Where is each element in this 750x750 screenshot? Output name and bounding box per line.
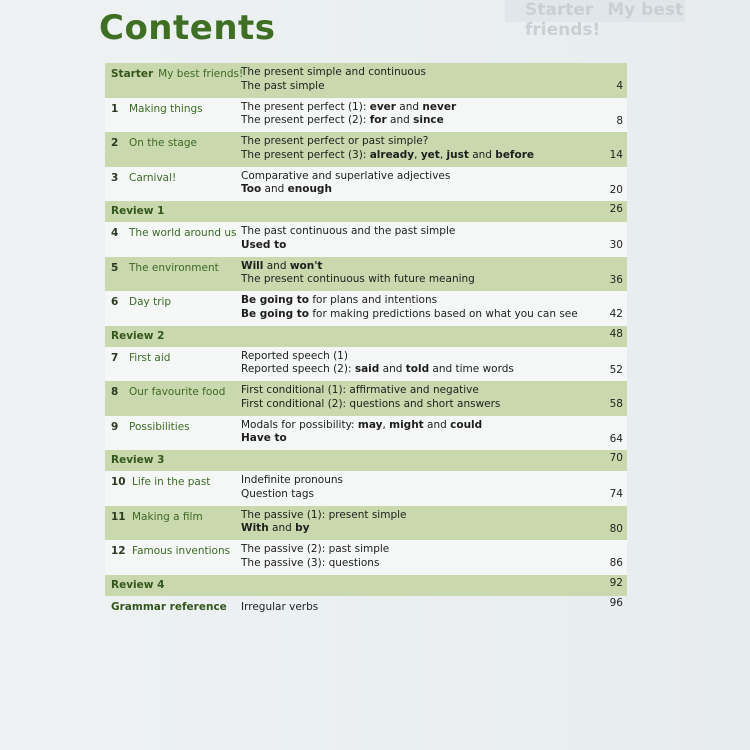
unit-number: 1 xyxy=(111,102,119,115)
page-number: 64 xyxy=(609,432,623,445)
unit-title: Carnival! xyxy=(129,171,177,184)
grammar-text: and xyxy=(261,183,288,195)
unit-number: 5 xyxy=(111,261,119,274)
grammar-keyword: Used to xyxy=(241,238,287,251)
grammar-keyword: could xyxy=(450,418,483,431)
unit-number: 8 xyxy=(111,386,119,398)
grammar-topics xyxy=(241,543,389,570)
grammar-keyword: enough xyxy=(287,183,332,195)
show-through-header xyxy=(505,0,685,40)
grammar-topics xyxy=(241,474,343,501)
grammar-line xyxy=(241,170,450,184)
review-label: Review 4 xyxy=(111,578,165,591)
review-label: Review 1 xyxy=(111,205,165,217)
grammar-line xyxy=(241,101,456,115)
grammar-topics xyxy=(241,384,500,411)
grammar-topics xyxy=(241,225,455,252)
unit-number: 11 xyxy=(111,510,126,523)
unit-title: The environment xyxy=(129,261,219,274)
grammar-line xyxy=(241,260,475,274)
unit-row[interactable] xyxy=(105,347,627,382)
grammar-keyword: Will xyxy=(241,259,264,272)
unit-row[interactable] xyxy=(105,98,627,133)
grammar-line xyxy=(241,239,455,253)
unit-title: Our favourite food xyxy=(129,386,226,398)
grammar-line xyxy=(241,474,343,488)
grammar-text: and xyxy=(423,418,451,431)
page-number: 48 xyxy=(609,327,623,340)
page-number: 80 xyxy=(609,522,623,535)
review-label: Review 2 xyxy=(111,329,165,342)
unit-topic xyxy=(111,68,243,80)
grammar-topics xyxy=(241,350,514,377)
unit-title: Life in the past xyxy=(132,476,211,488)
unit-number: 9 xyxy=(111,420,119,433)
page-number: 26 xyxy=(609,203,623,215)
contents-table xyxy=(105,63,627,620)
grammar-line xyxy=(241,419,482,433)
page-number: 42 xyxy=(609,308,623,320)
grammar-text: Modals for possibility: xyxy=(241,418,358,431)
grammar-text: for plans and intentions xyxy=(309,294,438,306)
grammar-line xyxy=(241,384,500,398)
page-number: 52 xyxy=(609,363,623,376)
grammar-text: The present simple and continuous xyxy=(241,66,426,78)
grammar-topics xyxy=(241,170,450,197)
grammar-keyword: ever xyxy=(369,100,396,113)
page-number: 86 xyxy=(609,557,623,569)
grammar-keyword: Too xyxy=(241,183,262,195)
page-number: 4 xyxy=(616,80,623,92)
unit-row[interactable] xyxy=(105,506,627,541)
page-number: 36 xyxy=(609,273,623,286)
grammar-topics xyxy=(241,135,534,162)
grammar-keyword: Be going to xyxy=(241,294,309,306)
grammar-text: First conditional (1): affirmative and negative xyxy=(241,384,479,396)
unit-number: 2 xyxy=(111,137,119,149)
grammar-text: First conditional (2): questions and short answers xyxy=(241,397,501,410)
page-number: 96 xyxy=(609,596,623,609)
grammar-text: and xyxy=(379,363,406,375)
grammar-topics xyxy=(241,294,578,321)
grammar-keyword: With xyxy=(241,522,269,534)
unit-title: Possibilities xyxy=(129,420,190,433)
grammar-text: The passive (2): past simple xyxy=(241,543,390,555)
page-number: 8 xyxy=(616,114,623,127)
grammar-text: and xyxy=(263,259,290,272)
review-row[interactable] xyxy=(105,575,627,596)
unit-number: 4 xyxy=(111,227,119,239)
grammar-keyword: Be going to xyxy=(241,307,309,320)
grammar-text: , xyxy=(382,418,390,431)
grammar-text: The past simple xyxy=(241,79,325,92)
grammar-text: and xyxy=(386,114,414,126)
grammar-line xyxy=(241,601,318,615)
grammar-text: and xyxy=(468,148,496,161)
review-row[interactable] xyxy=(105,201,627,222)
grammar-line xyxy=(241,308,578,322)
unit-number: Starter xyxy=(111,68,154,80)
grammar-text: , xyxy=(439,148,447,161)
grammar-keyword: said xyxy=(354,363,380,375)
page-number: 58 xyxy=(609,398,623,410)
grammar-keyword: never xyxy=(422,100,457,113)
grammar-line xyxy=(241,183,450,197)
grammar-line xyxy=(241,66,426,80)
grammar-text: Indefinite pronouns xyxy=(241,474,344,486)
unit-row[interactable] xyxy=(105,257,627,292)
grammar-line xyxy=(241,363,514,377)
grammar-keyword: by xyxy=(295,522,310,534)
grammar-text: Comparative and superlative adjectives xyxy=(241,169,451,182)
page-title: Contents xyxy=(99,8,276,48)
unit-number: 3 xyxy=(111,171,119,184)
grammar-text: The present perfect or past simple? xyxy=(241,135,429,147)
grammar-text: The present perfect (3): xyxy=(241,148,370,161)
unit-row[interactable] xyxy=(105,222,627,257)
grammar-text: for making predictions based on what you can see xyxy=(309,307,578,320)
unit-row[interactable] xyxy=(105,416,627,451)
page-number: 92 xyxy=(609,576,623,589)
grammar-line xyxy=(241,488,343,502)
grammar-keyword: might xyxy=(389,418,424,431)
unit-number: 10 xyxy=(111,476,126,488)
grammar-reference-label: Grammar reference xyxy=(111,600,227,613)
grammar-line xyxy=(241,350,514,364)
grammar-topics xyxy=(241,601,318,615)
review-label: Review 3 xyxy=(111,454,165,466)
ghost-header-label: Starter xyxy=(525,0,594,20)
unit-title: On the stage xyxy=(129,137,197,149)
grammar-line xyxy=(241,114,456,128)
grammar-line xyxy=(241,225,455,239)
unit-row[interactable] xyxy=(105,291,627,326)
page-number: 70 xyxy=(609,452,623,464)
grammar-reference-row[interactable] xyxy=(105,596,627,620)
grammar-keyword: may xyxy=(357,418,383,431)
grammar-text: Irregular verbs xyxy=(241,600,319,613)
grammar-keyword: won't xyxy=(289,259,323,272)
unit-title: First aid xyxy=(129,351,171,364)
unit-number: 6 xyxy=(111,296,119,308)
page-number: 20 xyxy=(609,183,623,196)
grammar-text: The passive (1): present simple xyxy=(241,508,407,521)
grammar-text: The present continuous with future meaning xyxy=(241,273,475,285)
grammar-topics xyxy=(241,101,456,128)
ghost-header-title: My best friends! xyxy=(525,0,684,40)
grammar-keyword: told xyxy=(405,363,430,375)
grammar-text: and xyxy=(395,100,423,113)
grammar-line xyxy=(241,543,389,557)
grammar-line xyxy=(241,398,500,412)
unit-title: Making things xyxy=(129,102,203,115)
grammar-text: Reported speech (1) xyxy=(241,349,348,362)
unit-number: 7 xyxy=(111,351,119,364)
grammar-topics xyxy=(241,260,475,287)
grammar-text: and xyxy=(268,522,296,534)
grammar-keyword: since xyxy=(413,114,444,126)
grammar-text: The past continuous and the past simple xyxy=(241,225,456,237)
grammar-topics xyxy=(241,509,407,536)
grammar-topics xyxy=(241,66,426,93)
grammar-keyword: for xyxy=(369,114,387,126)
grammar-line xyxy=(241,80,426,94)
grammar-text: The present perfect (1): xyxy=(241,100,370,113)
grammar-keyword: Have to xyxy=(241,432,287,444)
unit-title: Making a film xyxy=(132,510,203,523)
review-row[interactable] xyxy=(105,450,627,471)
unit-number: 12 xyxy=(111,545,126,557)
review-row[interactable] xyxy=(105,326,627,347)
grammar-keyword: yet xyxy=(420,148,440,161)
unit-title: The world around us xyxy=(129,227,237,239)
page-number: 74 xyxy=(609,488,623,500)
grammar-line xyxy=(241,294,578,308)
unit-row[interactable] xyxy=(105,132,627,167)
grammar-keyword: before xyxy=(495,148,535,161)
grammar-line xyxy=(241,522,407,536)
unit-row[interactable] xyxy=(105,471,627,506)
page-number: 14 xyxy=(609,149,623,161)
grammar-line xyxy=(241,273,475,287)
grammar-text: and time words xyxy=(429,363,514,375)
unit-title: My best friends! xyxy=(158,68,244,80)
unit-title: Day trip xyxy=(129,296,172,308)
grammar-keyword: just xyxy=(446,148,469,161)
grammar-line xyxy=(241,557,389,571)
grammar-text: Question tags xyxy=(241,487,314,500)
grammar-text: The present perfect (2): xyxy=(241,114,370,126)
page-number: 30 xyxy=(609,239,623,251)
grammar-text: Reported speech (2): xyxy=(241,363,355,375)
unit-row[interactable] xyxy=(105,540,627,575)
unit-row[interactable] xyxy=(105,167,627,202)
grammar-line xyxy=(241,149,534,163)
grammar-topics xyxy=(241,419,482,446)
unit-title: Famous inventions xyxy=(132,545,231,557)
grammar-line xyxy=(241,509,407,523)
grammar-keyword: already xyxy=(369,148,415,161)
unit-row[interactable] xyxy=(105,381,627,416)
grammar-text: , xyxy=(414,148,421,161)
grammar-line xyxy=(241,432,482,446)
grammar-text: The passive (3): questions xyxy=(241,556,380,569)
grammar-line xyxy=(241,135,534,149)
unit-row[interactable] xyxy=(105,63,627,98)
